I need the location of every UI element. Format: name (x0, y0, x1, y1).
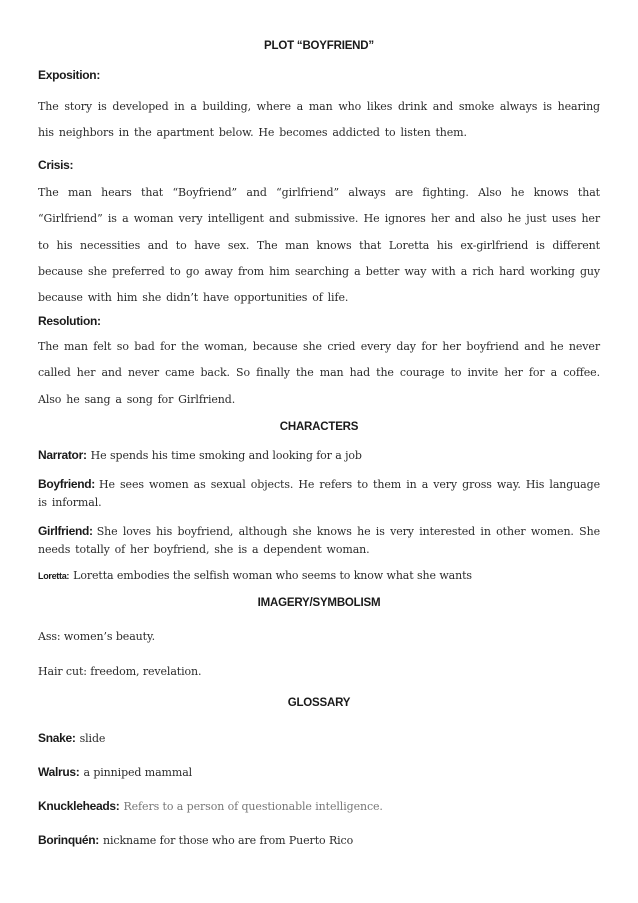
character-description: She loves his boyfriend, although she knows he is very interested in other women. She needs totally of her boyfriend, she is a dependent woman. (38, 525, 600, 556)
glossary-definition: nickname for those who are from Puerto Rico (103, 834, 354, 847)
character-boyfriend (38, 475, 600, 512)
glossary-term: Borinquén: (38, 833, 99, 847)
imagery-item: Ass: women’s beauty. (38, 630, 156, 643)
exposition-text: The story is developed in a building, where a man who likes drink and smoke always is hearing his neighbors in the apartment below. He becomes addicted to listen them. (38, 100, 600, 140)
character-description: Loretta embodies the selfish woman who seems to know what she wants (73, 569, 472, 582)
character-girlfriend (38, 522, 600, 559)
character-description: He spends his time smoking and looking for a job (90, 449, 362, 462)
resolution-heading: Resolution: (38, 314, 101, 328)
character-loretta (38, 569, 600, 582)
imagery-item: Hair cut: freedom, revelation. (38, 665, 202, 678)
character-term: Boyfriend: (38, 477, 96, 491)
character-narrator (38, 448, 600, 462)
resolution-text: The man felt so bad for the woman, because she cried every day for her boyfriend and he never called her and never came back. So finally the man had the courage to invite her for a coffee. Also he sang a song for Girlfriend. (38, 340, 600, 406)
crisis-heading: Crisis: (38, 158, 74, 172)
crisis-text: The man hears that “Boyfriend” and “girlfriend” always are fighting. Also he knows that “Girlfriend” is a woman very intelligent and submissive. He ignores her and also he just uses her to his necessities and to have sex. The man knows that Loretta his ex-girlfriend is different because she preferred to go away from him searching a better way with a rich hard working guy because with him she didn’t have opportunities of life. (38, 186, 600, 305)
document-title: PLOT “BOYFRIEND” (264, 40, 374, 52)
glossary-definition: Refers to a person of questionable intelligence. (123, 800, 383, 813)
exposition-heading: Exposition: (38, 68, 101, 82)
glossary-term: Walrus: (38, 765, 80, 779)
character-term: Loretta: (38, 571, 70, 581)
glossary-item (38, 765, 600, 779)
glossary-term: Knuckleheads: (38, 799, 120, 813)
glossary-definition: slide (79, 732, 106, 745)
imagery-heading: IMAGERY/SYMBOLISM (257, 597, 381, 609)
character-term: Narrator: (38, 448, 87, 462)
characters-heading: CHARACTERS (279, 421, 359, 433)
glossary-item (38, 731, 600, 745)
character-term: Girlfriend: (38, 524, 93, 538)
glossary-item (38, 799, 600, 813)
character-description: He sees women as sexual objects. He refers to them in a very gross way. His language is informal. (38, 478, 600, 509)
glossary-item (38, 833, 600, 847)
glossary-definition: a pinniped mammal (83, 766, 193, 779)
glossary-heading: GLOSSARY (287, 697, 351, 709)
glossary-term: Snake: (38, 731, 76, 745)
